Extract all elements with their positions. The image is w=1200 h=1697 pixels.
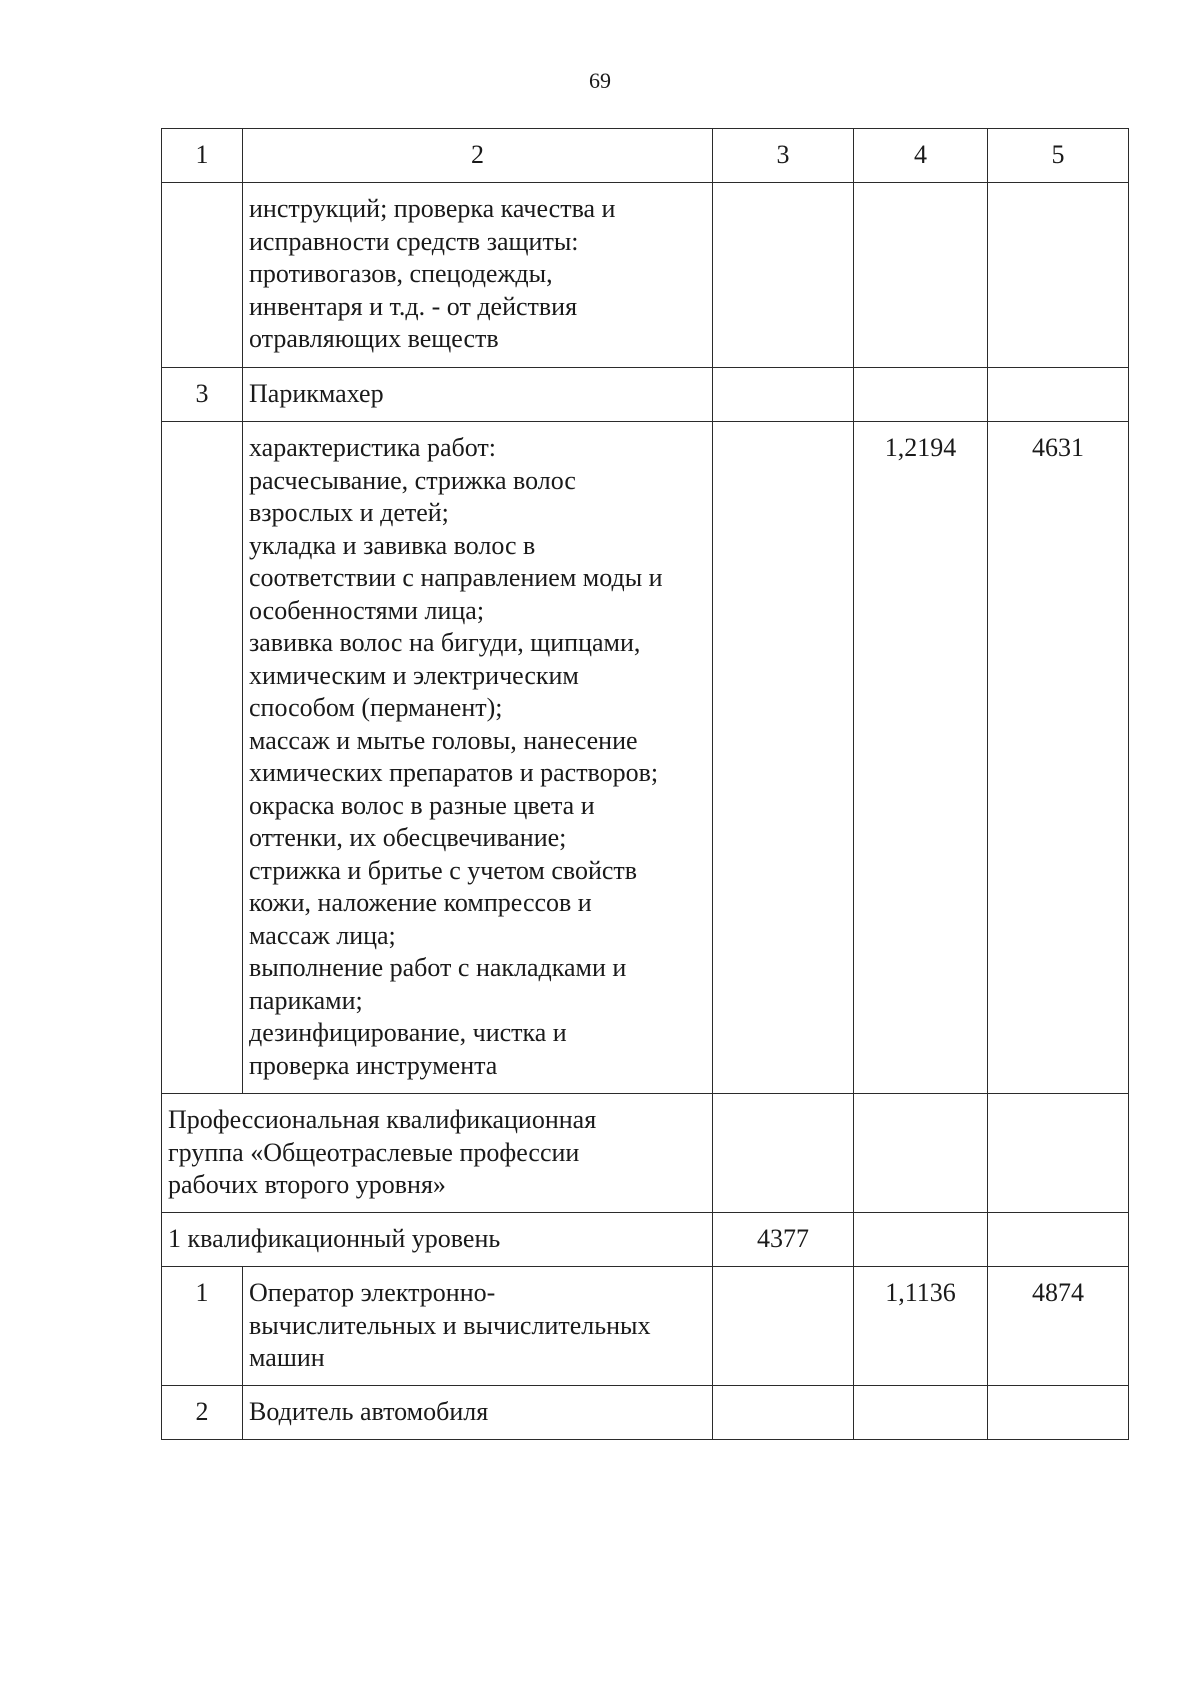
coefficient-cell xyxy=(854,1386,988,1440)
base-salary-cell xyxy=(713,1267,854,1386)
table-header-row xyxy=(162,129,1129,183)
table-row xyxy=(162,183,1129,368)
row-number-cell: 1 xyxy=(162,1267,243,1386)
header-cell-3: 3 xyxy=(713,129,854,183)
description-cell: характеристика работ: расчесывание, стрижка волос взрослых и детей; укладка и завивка волос в соответствии с направлением моды и особенностями лица; завивка волос на бигуди, щипцами, химическим и электрическим способом (перманент); массаж и мытье головы, нанесение химических препаратов и растворов; окраска волос в разные цвета и оттенки, их обесцвечивание; стрижка и бритье с учетом свойств кожи, наложение компрессов и массаж лица; выполнение работ с накладками и париками; дезинфицирование, чистка и проверка инструмента xyxy=(243,422,713,1094)
table-row xyxy=(162,1094,1129,1213)
profession-cell: Парикмахер xyxy=(243,368,713,422)
header-cell-1: 1 xyxy=(162,129,243,183)
row-number-cell: 2 xyxy=(162,1386,243,1440)
coefficient-cell xyxy=(854,368,988,422)
salary-cell xyxy=(988,368,1129,422)
qualification-group-cell: Профессиональная квалификационная группа «Общеотраслевые профессии рабочих второго уровня» xyxy=(162,1094,713,1213)
row-number-cell xyxy=(162,422,243,1094)
table-row xyxy=(162,368,1129,422)
salary-cell: 4631 xyxy=(988,422,1129,1094)
salary-cell xyxy=(988,1213,1129,1267)
table-row xyxy=(162,1267,1129,1386)
table-row xyxy=(162,1213,1129,1267)
table-row xyxy=(162,1386,1129,1440)
base-salary-cell xyxy=(713,1094,854,1213)
coefficient-cell xyxy=(854,183,988,368)
base-salary-cell xyxy=(713,1386,854,1440)
description-cell: инструкций; проверка качества и исправности средств защиты: противогазов, спецодежды, инвентаря и т.д. - от действия отравляющих веществ xyxy=(243,183,713,368)
coefficient-cell xyxy=(854,1213,988,1267)
base-salary-cell xyxy=(713,422,854,1094)
salary-cell xyxy=(988,183,1129,368)
header-cell-2: 2 xyxy=(243,129,713,183)
row-number-cell xyxy=(162,183,243,368)
profession-cell: Водитель автомобиля xyxy=(243,1386,713,1440)
coefficient-cell xyxy=(854,1094,988,1213)
base-salary-cell xyxy=(713,183,854,368)
base-salary-cell: 4377 xyxy=(713,1213,854,1267)
table-row xyxy=(162,422,1129,1094)
profession-cell: Оператор электронно- вычислительных и вычислительных машин xyxy=(243,1267,713,1386)
salary-cell xyxy=(988,1386,1129,1440)
header-cell-4: 4 xyxy=(854,129,988,183)
header-cell-5: 5 xyxy=(988,129,1129,183)
row-number-cell: 3 xyxy=(162,368,243,422)
coefficient-cell: 1,2194 xyxy=(854,422,988,1094)
base-salary-cell xyxy=(713,368,854,422)
page-number: 69 xyxy=(589,68,611,93)
salary-cell: 4874 xyxy=(988,1267,1129,1386)
tariff-table xyxy=(161,128,1129,1440)
coefficient-cell: 1,1136 xyxy=(854,1267,988,1386)
qualification-level-cell: 1 квалификационный уровень xyxy=(162,1213,713,1267)
salary-cell xyxy=(988,1094,1129,1213)
